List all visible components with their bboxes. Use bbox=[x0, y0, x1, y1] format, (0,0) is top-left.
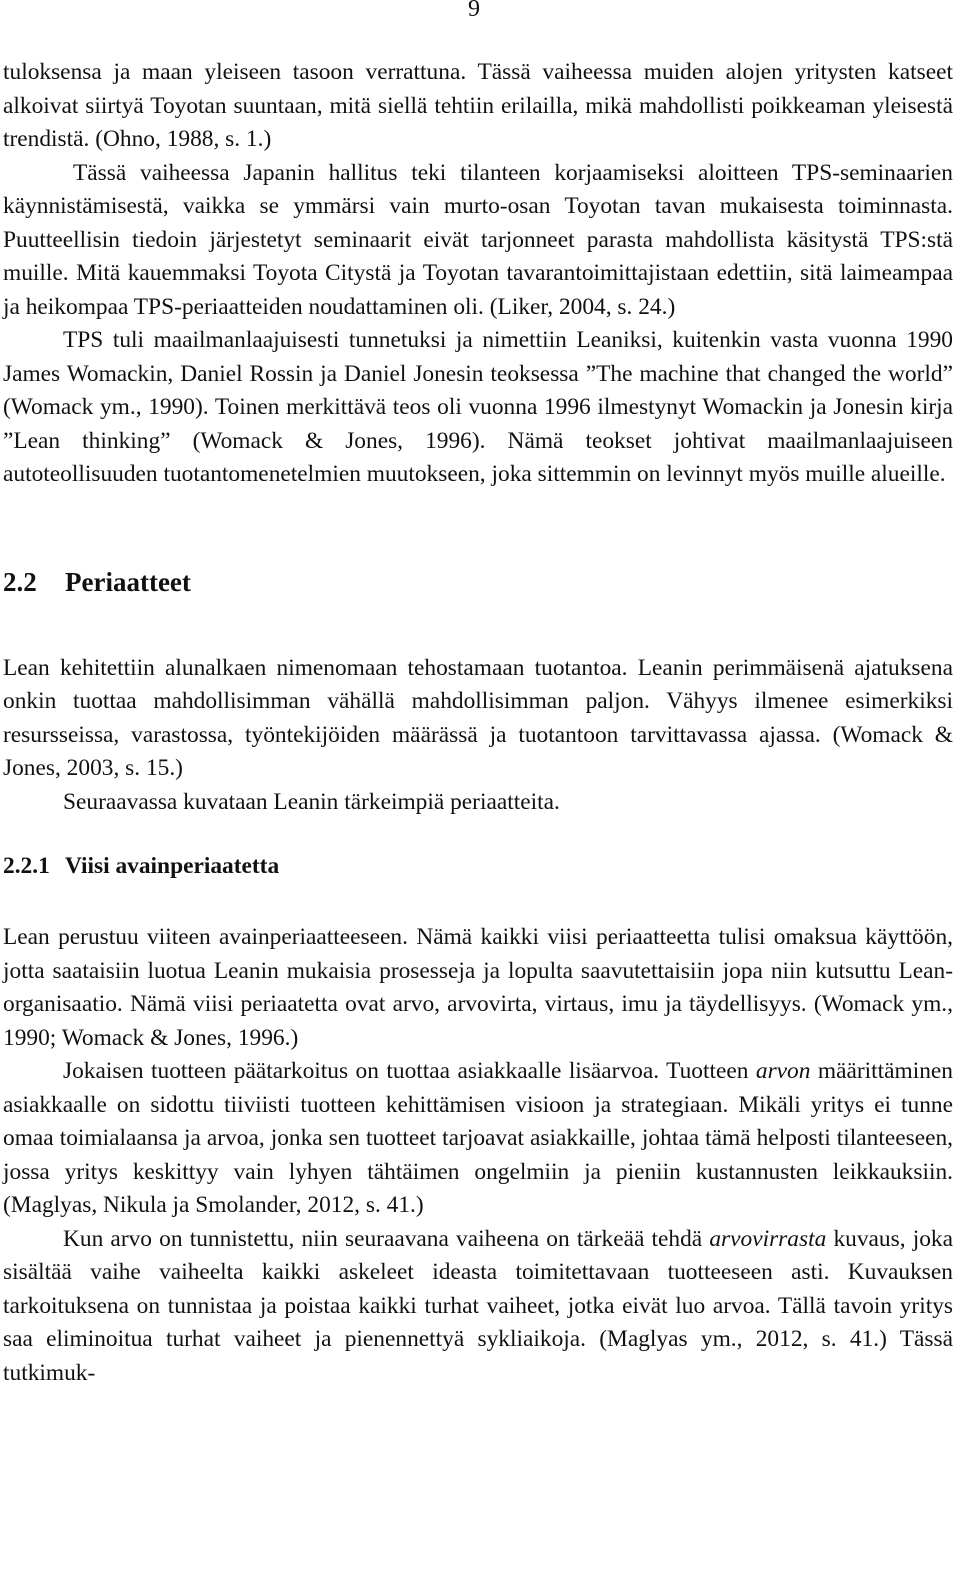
paragraph-value bbox=[3, 1055, 953, 1223]
section-title: Periaatteet bbox=[65, 566, 191, 597]
paragraph-lean-intro: Lean kehitettiin alunalkaen nimenomaan tehostamaan tuotantoa. Leanin perimmäisenä ajatuksena onkin tuottaa mahdollisimman vähällä mahdollisimman paljon. Vähyys ilmenee esimerkiksi resursseissa, varastossa, työntekijöiden määrässä ja tuotantoon tarvittavassa ajassa. (Womack & Jones, 2003, s. 15.) bbox=[3, 654, 953, 781]
paragraph-value-stream bbox=[3, 1223, 953, 1391]
emphasis-arvon: arvon bbox=[755, 1058, 811, 1084]
emphasis-arvovirrasta: arvovirrasta bbox=[709, 1225, 827, 1252]
subsection-heading-2-2-1 bbox=[3, 849, 953, 883]
paragraph-following: Seuraavassa kuvataan Leanin tärkeimpiä periaatteita. bbox=[63, 788, 560, 815]
section-heading-2-2 bbox=[3, 562, 953, 602]
paragraph-five-principles: Lean perustuu viiteen avainperiaatteeseen. Nämä kaikki viisi periaatteetta tulisi omaksua käyttöön, jotta saataisiin luotua Leanin mukaisia prosesseja ja lopulta saavutettaisiin jopa niin kutsuttu Lean-organisaatio. Nämä viisi periaatetta ovat arvo, arvovirta, virtaus, imu ja täydellisyys. (Womack ym., 1990; Womack & Jones, 1996.) bbox=[3, 924, 953, 1051]
paragraph-continued: tuloksensa ja maan yleiseen tasoon verrattuna. Tässä vaiheessa muiden alojen yritysten katseet alkoivat siirtyä Toyotan suuntaan, mitä siellä tehtiin erilailla, mikä mahdollisti poikkeaman yleisestä trendistä. (Ohno, 1988, s. 1.) bbox=[3, 59, 953, 152]
text-run: Kun arvo on tunnistettu, niin seuraavana vaiheena on tärkeää tehdä bbox=[63, 1225, 710, 1252]
subsection-title: Viisi avainperiaatetta bbox=[65, 853, 280, 879]
text-run: määrittäminen asiakkaalle on sidottu tiiviisti tuotteen kehittämisen visioon ja strategiaan. Mikäli yritys ei tunne omaa toimialaansa ja arvoa, jonka sen tuotteet tarjoavat asiakkaille, johtaa tämä helposti tilanteeseen, jossa yritys keskittyy vain lyhyen tähtäimen ongelmiin ja pieniin kustannusten leikkauksiin. (Maglyas, Nikula ja Smolander, 2012, s. 41.) bbox=[3, 1058, 953, 1218]
text-run: kuvaus, joka sisältää vaihe vaiheelta kaikki askeleet ideasta toimitettavaan tuotteeseen asti. Kuvauksen tarkoituksena on tunnistaa ja poistaa kaikki turhat vaiheet, jotka eivät luo arvoa. Tällä tavoin yritys saa eliminoitua turhat vaiheet ja pienennettyä sykliaikoja. (Maglyas ym., 2012, s. 41.) Tässä tutkimuk- bbox=[3, 1225, 953, 1386]
paragraph-tps-seminars: Tässä vaiheessa Japanin hallitus teki tilanteen korjaamiseksi aloitteen TPS-seminaarien käynnistämisestä, vaikka se ymmärsi vain murto-osan Toyotan tavan mukaisesta toiminnasta. Puutteellisin tiedoin järjestetyt seminaarit eivät tarjonneet parasta mahdollista käsitystä TPS:stä muille. Mitä kauemmaksi Toyota Citystä ja Toyotan tavarantoimittajistaan edettiin, sitä laimeampaa ja heikompaa TPS-periaatteiden noudattaminen oli. (Liker, 2004, s. 24.) bbox=[3, 159, 953, 320]
section-number: 2.2 bbox=[3, 566, 37, 597]
paragraph-tps-lean: TPS tuli maailmanlaajuisesti tunnetuksi ja nimettiin Leaniksi, kuitenkin vasta vuonna 1990 James Womackin, Daniel Rossin ja Daniel Jonesin teoksessa ”The machine that changed the world” (Womack ym., 1990). Toinen merkittävä teos oli vuonna 1996 ilmestynyt Womackin ja Jonesin kirja ”Lean thinking” (Womack & Jones, 1996). Nämä teokset johtivat maailmanlaajuiseen autoteollisuuden tuotantomenetelmien muutokseen, joka sittemmin on levinnyt myös muille alueille. bbox=[3, 327, 953, 487]
subsection-number: 2.2.1 bbox=[3, 853, 50, 879]
page-number: 9 bbox=[468, 0, 480, 22]
document-body bbox=[3, 56, 953, 1390]
text-run: Jokaisen tuotteen päätarkoitus on tuottaa asiakkaalle lisäarvoa. Tuotteen bbox=[63, 1058, 756, 1084]
